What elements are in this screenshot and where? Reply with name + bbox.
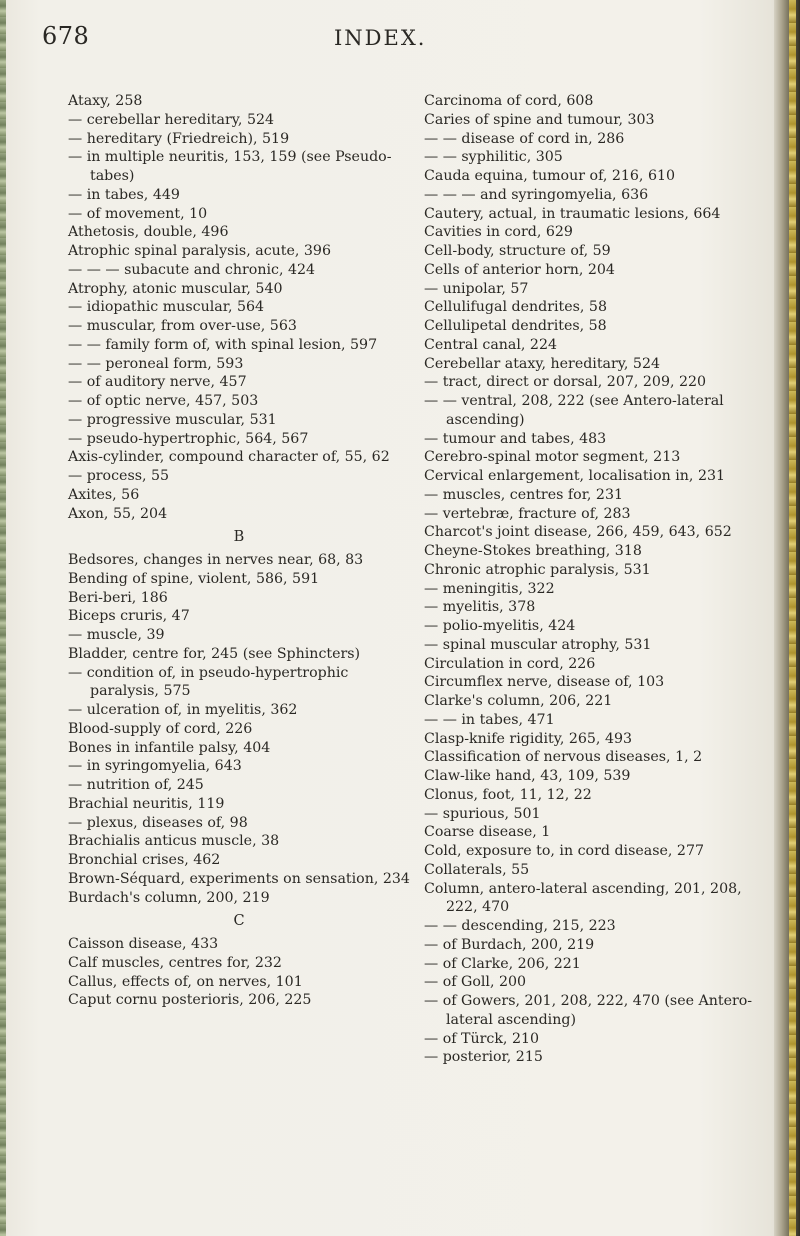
index-entry: Atrophic spinal paralysis, acute, 396 [68,243,331,259]
index-entry: Brachial neuritis, 119 [68,795,225,812]
index-entry: — ulceration of, in myelitis, 362 [68,702,298,718]
index-entry: Brown-Séquard, experiments on sensation, 234 [68,870,410,887]
index-entry: Collaterals, 55 [424,861,530,878]
index-entry: Charcot's joint disease, 266, 459, 643, 652 [424,524,732,541]
index-entry: Clonus, foot, 11, 12, 22 [424,786,592,803]
index-entry: Biceps cruris, 47 [68,608,190,625]
index-entry: — vertebræ, fracture of, 283 [424,505,631,522]
index-entry: Axites, 56 [68,486,140,503]
index-entry: Blood-supply of cord, 226 [68,720,253,737]
index-entry: Brachialis anticus muscle, 38 [68,833,280,850]
index-entry: — cerebellar hereditary, 524 [68,111,275,128]
index-entry: — — — subacute and chronic, 424 [68,261,316,278]
index-entry: — of movement, 10 [68,205,208,222]
index-entry: — of Türck, 210 [424,1030,540,1047]
index-entry: Caisson disease, 433 [68,936,219,952]
index-entry: — tract, direct or dorsal, 207, 209, 220 [424,374,707,391]
index-entry: — posterior, 215 [424,1049,543,1066]
index-entry: — spinal muscular atrophy, 531 [424,636,652,653]
index-entry: Bladder, centre for, 245 (see Sphincters) [68,645,361,662]
index-entry: Ataxy, 258 [68,93,143,109]
index-entry: Caries of spine and tumour, 303 [424,111,655,128]
index-entry: Cell-body, structure of, 59 [424,243,611,259]
index-entry: — progressive muscular, 531 [68,411,277,428]
index-entry: — — disease of cord in, 286 [424,130,625,147]
index-entry: — in tabes, 449 [68,186,180,203]
index-entry: Beri-beri, 186 [68,589,168,606]
index-entry: — spurious, 501 [424,805,541,822]
index-entry: — — peroneal form, 593 [68,355,244,372]
index-entry: Callus, effects of, on nerves, 101 [68,973,303,990]
index-entry: — — — and syringomyelia, 636 [424,186,649,203]
index-entry: — hereditary (Friedreich), 519 [68,130,290,147]
index-entry: — of Clarke, 206, 221 [424,955,581,972]
page-left-edge [0,0,6,1236]
index-entry: Athetosis, double, 496 [68,224,229,241]
index-entry: Axis-cylinder, compound character of, 55, 62 [68,449,390,466]
index-entry: — of Burdach, 200, 219 [424,936,595,953]
running-head: INDEX. [334,26,427,50]
index-entry: — plexus, diseases of, 98 [68,814,248,831]
index-entry: Caput cornu posterioris, 206, 225 [68,992,312,1009]
index-entry: Cauda equina, tumour of, 216, 610 [424,168,676,184]
index-entry: — of Goll, 200 [424,974,527,991]
page-number: 678 [42,22,90,50]
index-entry: — polio-myelitis, 424 [424,618,576,634]
index-entry: — pseudo-hypertrophic, 564, 567 [68,430,309,447]
index-entry: — in syringomyelia, 643 [68,758,242,775]
gilt-edge [789,0,796,1236]
index-entry: — unipolar, 57 [424,280,529,297]
index-entry: Carcinoma of cord, 608 [424,93,594,109]
index-entry: Cerebellar ataxy, hereditary, 524 [424,355,661,372]
index-entry: Cells of anterior horn, 204 [424,261,615,278]
index-entry: Cellulipetal dendrites, 58 [424,318,607,334]
index-entry: — muscle, 39 [68,627,165,643]
index-entry: Burdach's column, 200, 219 [68,889,270,906]
index-entry: — of optic nerve, 457, 503 [68,393,259,409]
index-entry: — muscles, centres for, 231 [424,486,624,503]
index-entry: Circumflex nerve, disease of, 103 [424,674,665,691]
index-entry: — — in tabes, 471 [424,711,555,728]
index-entry: Bedsores, changes in nerves near, 68, 83 [68,552,364,568]
index-column-left [68,92,410,1010]
index-entry: Column, antero-lateral ascending, 201, 208, 222, 470 [424,880,742,916]
index-entry: — — descending, 215, 223 [424,918,616,934]
index-entry: — condition of, in pseudo-hypertrophic paralysis, 575 [68,664,349,700]
index-entry: — myelitis, 378 [424,599,536,616]
index-entry: Cautery, actual, in traumatic lesions, 664 [424,205,721,222]
index-entry: Clasp-knife rigidity, 265, 493 [424,730,633,747]
index-entry: Coarse disease, 1 [424,824,551,841]
index-entry: Axon, 55, 204 [68,505,168,522]
index-entry: — idiopathic muscular, 564 [68,299,265,316]
index-entry: Clarke's column, 206, 221 [424,693,613,709]
index-entry: Bending of spine, violent, 586, 591 [68,570,320,587]
index-letter-heading: C [233,913,245,930]
index-letter-heading: B [233,529,245,546]
index-entry: — — syphilitic, 305 [424,149,563,166]
index-entry: — meningitis, 322 [424,580,555,597]
index-entry: Cold, exposure to, in cord disease, 277 [424,843,705,859]
index-entry: — of Gowers, 201, 208, 222, 470 (see Antero-lateral ascending) [424,993,753,1028]
index-entry: Bronchial crises, 462 [68,852,221,868]
page-right-edge [774,0,800,1236]
index-entry: — of auditory nerve, 457 [68,374,247,391]
index-entry: Chronic atrophic paralysis, 531 [424,561,651,578]
index-entry: Calf muscles, centres for, 232 [68,954,282,971]
index-entry: — nutrition of, 245 [68,777,204,793]
index-entry: Bones in infantile palsy, 404 [68,739,271,756]
index-entry: Circulation in cord, 226 [424,655,596,672]
index-entry: Claw-like hand, 43, 109, 539 [424,768,631,784]
index-column-right [424,92,764,1067]
index-entry: — tumour and tabes, 483 [424,430,607,447]
index-entry: Central canal, 224 [424,336,558,353]
index-entry: Cheyne-Stokes breathing, 318 [424,543,642,559]
index-entry: Cellulifugal dendrites, 58 [424,299,607,316]
index-entry: — in multiple neuritis, 153, 159 (see Pseudo-tabes) [68,149,392,184]
index-entry: — process, 55 [68,468,170,484]
index-entry: Atrophy, atonic muscular, 540 [68,280,283,297]
index-entry: Cerebro-spinal motor segment, 213 [424,449,681,466]
index-entry: Cavities in cord, 629 [424,224,573,241]
index-entry: — — ventral, 208, 222 (see Antero-lateral ascending) [424,393,724,428]
index-entry: Classification of nervous diseases, 1, 2 [424,749,703,766]
index-entry: Cervical enlargement, localisation in, 231 [424,468,726,484]
index-entry: — muscular, from over-use, 563 [68,318,297,334]
index-entry: — — family form of, with spinal lesion, 597 [68,336,378,353]
